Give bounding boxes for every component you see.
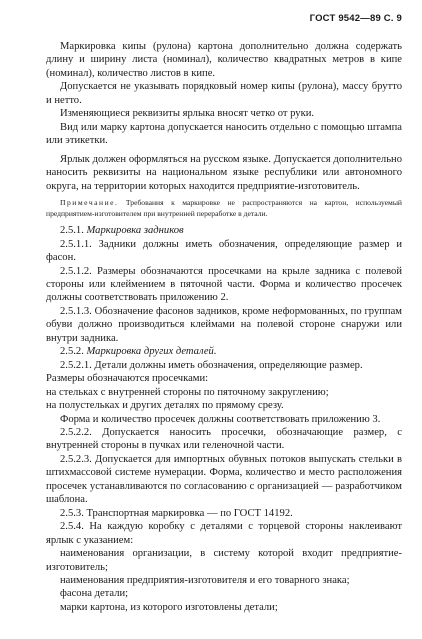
note-text: Требования к маркировке не распространяются на картон, используемый предприятием-изготовителем при внутренней переработке в детали. [46,197,402,218]
section-title: Маркировка задников [86,225,184,237]
list-line: фасона детали; [60,588,129,600]
clause: 2.5.1.1. Задники должны иметь обозначения, определяющие размер и фасон. [46,238,402,264]
section-number: 2.5.1. [60,225,84,237]
section-title: Маркировка других деталей. [86,346,217,358]
list-line: наименования предприятия-изготовителя и его товарного знака; [60,574,350,586]
clause: 2.5.1.2. Размеры обозначаются просечками на крыле задника с полевой стороны или клеймением в пяточной части. Форма и количество просечек должны соответствовать приложению 2. [46,265,402,304]
clause: 2.5.1.3. Обозначение фасонов задников, кроме неформованных, по группам обуви должно производиться клеймами на полевой стороне снаружи или внутри задника. [46,305,402,344]
paragraph: Вид или марку картона допускается наносить отдельно с помощью штампа или этикетки. [46,121,402,147]
list-line: Размеры обозначаются просечками: [46,373,209,385]
list-line: марки картона, из которого изготовлены детали; [60,601,278,613]
section-heading [46,224,402,237]
clause: Форма и количество просечек должны соответствовать приложению 3. [60,413,381,425]
page-header: ГОСТ 9542—89 С. 9 [309,13,402,24]
clause: 2.5.3. Транспортная маркировка — по ГОСТ 14192. [60,507,293,519]
note [46,198,402,219]
paragraph: Ярлык должен оформляться на русском языке. Допускается дополнительно наносить реквизиты на национальном языке республики или автономного округа, на территории которых находится предприятие-изготовитель. [46,153,402,192]
document-body [46,40,402,614]
paragraph: Допускается не указывать порядковый номер кипы (рулона), массу брутто и нетто. [46,81,402,106]
list-line: наименования организации, в систему которой входит предприятие-изготовитель; [46,548,402,573]
clause: 2.5.2.3. Допускается для импортных обувных потоков выпускать стельки в штихмассовой системе нумерации. Форма, количество и место расположения просечек устанавливаются по согласованию с организацией — разработчиком шаблона. [46,453,402,506]
clause: 2.5.2.2. Допускается наносить просечки, обозначающие размер, с внутренней стороны в пучках или геленочной части. [46,426,402,452]
list-line: на стельках с внутренней стороны по пяточному закруглению; [46,386,329,398]
paragraph: Маркировка кипы (рулона) картона дополнительно должна содержать длину и ширину листа (номинал), количество квадратных метров в кипе (номинал), количество листов в кипе. [46,41,402,79]
note-label: Примечание. [60,197,119,207]
paragraph: Изменяющиеся реквизиты ярлыка вносят четко от руки. [60,108,315,120]
clause: 2.5.4. На каждую коробку с деталями с торцевой стороны наклеивают ярлык с указанием: [46,521,402,546]
section-heading [46,345,402,358]
clause: 2.5.2.1. Детали должны иметь обозначения, определяющие размер. [60,359,363,371]
list-line: на полустельках и других деталях по прямому срезу. [46,400,284,412]
section-number: 2.5.2. [60,346,84,358]
